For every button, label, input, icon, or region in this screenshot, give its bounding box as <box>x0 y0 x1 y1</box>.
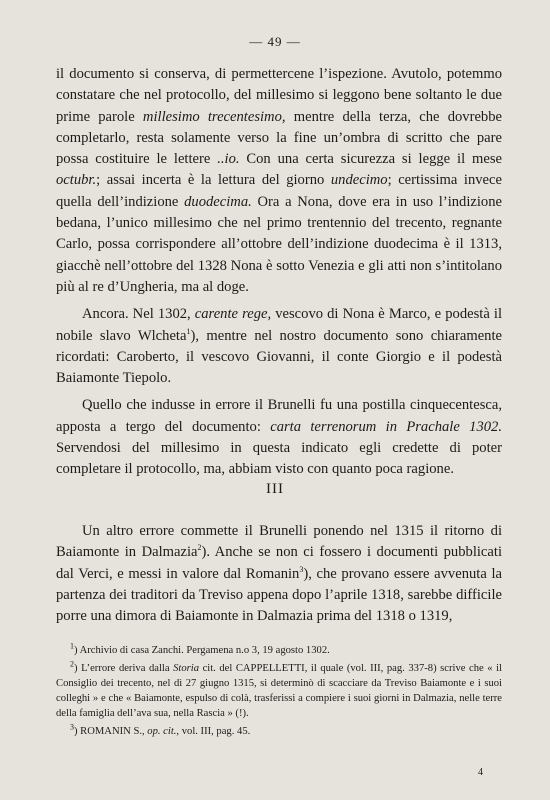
footnote <box>56 643 502 658</box>
text-run: Ancora. Nel 1302, <box>82 306 195 323</box>
text-run: ), mentre nel nostro documento sono chiaramente ricordati: Caroberto, il vescovo Giovanni, il conte Giorgio e il podestà Baiamonte Tiepolo. <box>56 327 502 387</box>
footnote-ref: 3 <box>70 722 74 732</box>
paragraph <box>56 395 502 480</box>
italic-text: octubr. <box>56 172 97 189</box>
footnote-ref: 3 <box>299 564 304 574</box>
text-run: vescovo di Nona è Marco, e podestà il nobile slavo Wlcheta <box>56 306 503 344</box>
text-run: Servendosi del millesimo in questa indicato egli credette di poter completare il protocollo, ma, abbiam visto con quanto poca ragione. <box>56 440 502 478</box>
text-run: Ora a Nona, dove era in uso l’indizione bedana, l’unico millesimo che nel primo trentennio del trecento, regnante Carlo, possa corrispondere all’ottobre dell’indizione duodecima è il 1313, giacchè nell’ottobre del 1328 Nona è sotto Venezia e gli atti non s’intitolano più al re d’Ungheria, ma al doge. <box>56 193 502 295</box>
text-run: ) L’errore deriva dalla <box>74 663 174 674</box>
page-number: — 49 — <box>249 34 301 49</box>
italic-text: ..io. <box>217 151 240 168</box>
italic-text: Storia <box>173 663 200 674</box>
footnote <box>56 724 502 739</box>
footnote-ref: 1 <box>70 641 74 651</box>
text-run: Un altro errore commette il Brunelli ponendo nel 1315 il ritorno di Baiamonte in Dalmazia <box>56 523 502 561</box>
text-run: Con una certa sicurezza si legge il mese <box>239 151 502 168</box>
text-run: ), che provano essere avvenuta la partenza dei traditori da Treviso appena dopo l’aprile 1318, sarebbe difficile porre una dimora di Baiamonte in Dalmazia prima del 1318 o 1319, <box>56 565 502 625</box>
main-text <box>56 64 502 481</box>
section-heading: III <box>266 481 284 497</box>
italic-text: undecimo <box>330 172 388 189</box>
footnote <box>56 661 502 721</box>
footnotes <box>56 643 502 742</box>
text-run: , vol. III, pag. 45. <box>176 726 251 737</box>
signature-mark: 4 <box>478 767 483 778</box>
text-run: ; assai incerta è la lettura del giorno <box>96 172 331 189</box>
italic-text: duodecima. <box>184 193 252 210</box>
footnote-ref: 1 <box>186 326 191 336</box>
text-run: cit. del CAPPELLETTI, il quale (vol. III, pag. 337-8) scrive che « il Consiglio dei trecento, nel dì 27 giugno 1315, si determinò di scacciare da Treviso Baiamonte e i suoi colleghi » e che « Baiamonte, espulso di colà, trasferissi a compiere i suoi giorni in Dalmazia, nelle terre della famiglia dell’ava sua, nella Rascia » (!). <box>56 663 502 719</box>
text-run: ). Anche se non ci fossero i documenti pubblicati dal Verci, e messi in valore dal Romanin <box>56 544 502 582</box>
text-run: Quello che indusse in errore il Brunelli fu una postilla cinquecentesca, apposta a tergo del documento: <box>56 397 502 435</box>
footnote-ref: 2 <box>197 543 202 553</box>
text-run: mentre della terza, che dovrebbe completarlo, resta solamente verso la fine un’ombra di scritto che pare possa costituire le lettere <box>56 108 503 168</box>
text-run: ; certissima invece quella dell’indizione <box>56 172 502 210</box>
italic-text: carta terrenorum in Prachale 1302. <box>270 418 503 435</box>
text-run: il documento si conserva, di permettercene l’ispezione. Avutolo, potemmo constatare che nel protocollo, del millesimo si leggono bene soltanto le due prime parole <box>56 66 502 125</box>
paragraph <box>56 64 502 298</box>
section-text <box>56 521 502 627</box>
italic-text: carente rege, <box>194 306 272 323</box>
italic-text: op. cit. <box>147 726 177 737</box>
paragraph <box>56 304 502 389</box>
text-run: ) Archivio di casa Zanchi. Pergamena n.o 3, 19 agosto 1302. <box>74 645 330 656</box>
text-run: ) ROMANIN S., <box>74 726 148 737</box>
paragraph <box>56 521 502 627</box>
footnote-ref: 2 <box>70 659 74 669</box>
italic-text: millesimo trecentesimo, <box>142 108 286 125</box>
